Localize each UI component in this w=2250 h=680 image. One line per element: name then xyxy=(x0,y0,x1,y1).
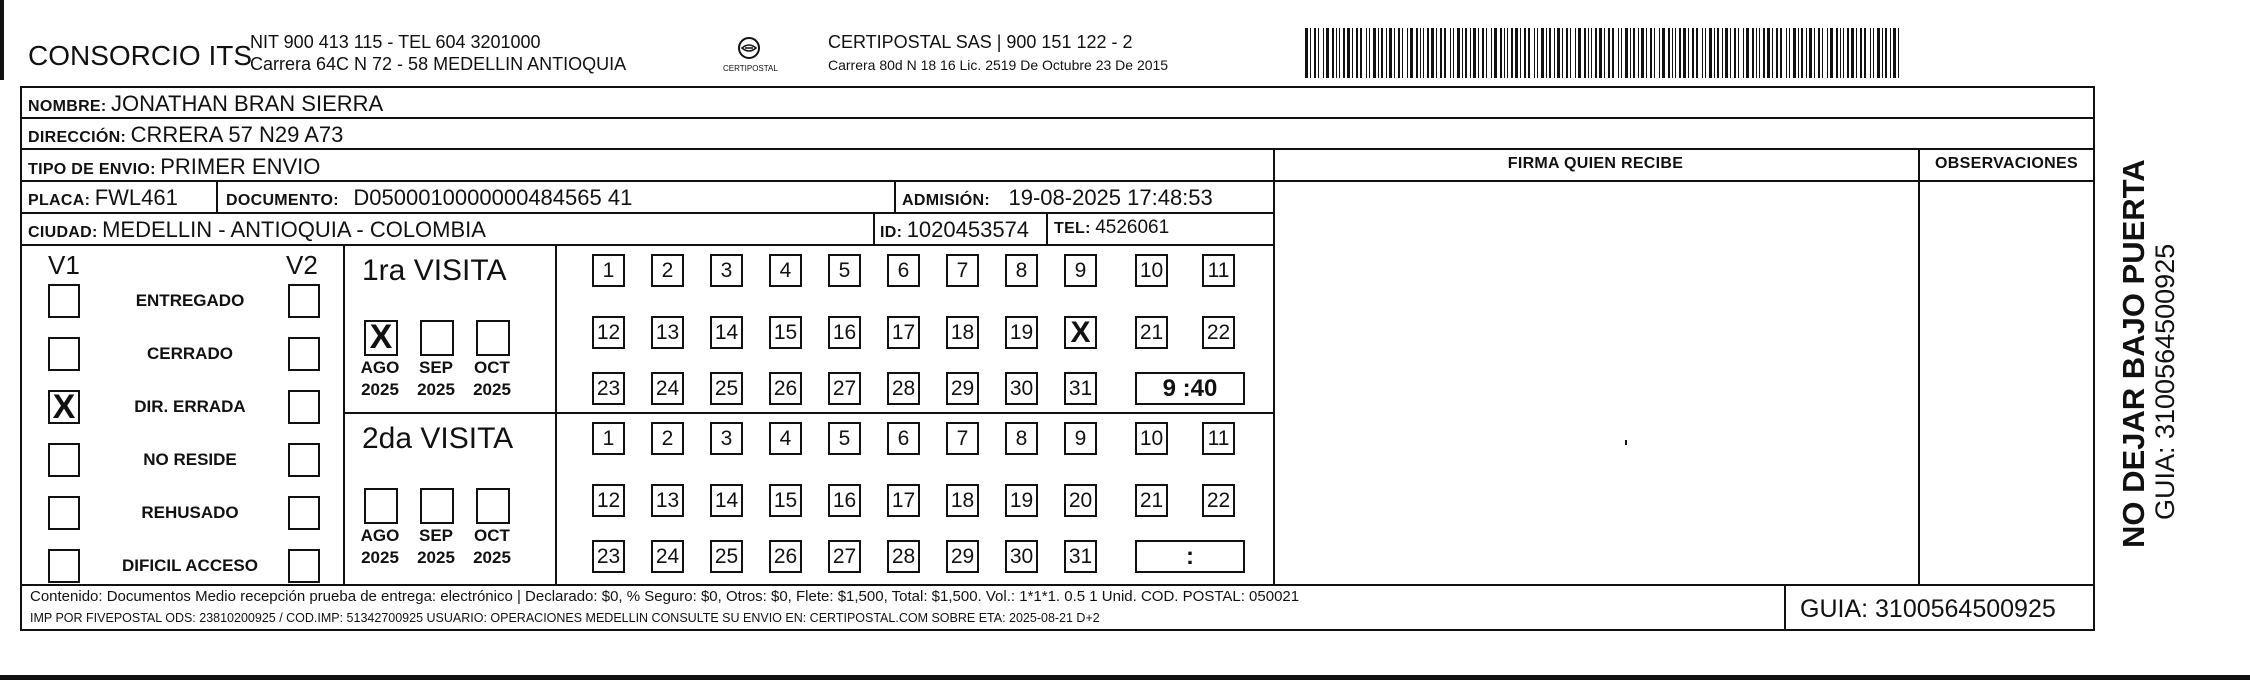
day-cell[interactable]: 30 xyxy=(1005,372,1038,405)
barcode-bar xyxy=(1373,28,1376,78)
day-cell[interactable]: 2 xyxy=(651,422,684,455)
v2-checkbox[interactable] xyxy=(288,496,320,530)
day-cell[interactable]: 20 xyxy=(1064,484,1097,517)
tel-label: TEL: xyxy=(1054,220,1091,237)
barcode-bar xyxy=(1756,28,1757,78)
barcode-bar xyxy=(1877,28,1880,78)
footer-line2: IMP POR FIVEPOSTAL ODS: 23810200925 / COD.IMP: 51342700925 USUARIO: OPERACIONES MEDELLIN CONSULTE SU ENVIO EN: CERTIPOSTAL.COM SOBRE ETA: 2025-08-21 D+2 xyxy=(30,611,1100,625)
barcode-bar xyxy=(1423,28,1424,78)
barcode-bar xyxy=(1752,28,1754,78)
company-name: CONSORCIO ITS xyxy=(28,40,253,71)
certipostal-logo xyxy=(723,32,778,80)
barcode-bar xyxy=(1625,28,1628,78)
no-dejar-text: NO DEJAR BAJO PUERTA xyxy=(2116,159,2151,548)
day-cell[interactable]: X xyxy=(1064,316,1097,349)
day-cell[interactable]: 22 xyxy=(1202,484,1235,517)
day-cell[interactable]: 17 xyxy=(887,484,920,517)
day-cell[interactable]: 29 xyxy=(946,540,979,573)
barcode-bar xyxy=(1305,28,1308,78)
barcode-bar xyxy=(1360,28,1362,78)
barcode-bar xyxy=(1557,28,1560,78)
barcode-bar xyxy=(1541,28,1544,78)
month-name: OCT xyxy=(474,526,510,545)
day-cell[interactable]: 11 xyxy=(1202,422,1235,455)
barcode-bar xyxy=(1524,28,1526,78)
day-cell[interactable]: 4 xyxy=(769,254,802,287)
day-cell[interactable]: 4 xyxy=(769,422,802,455)
visit-title: 1ra VISITA xyxy=(362,254,507,287)
barcode-bar xyxy=(1759,28,1760,78)
v2-checkbox[interactable] xyxy=(288,284,320,318)
signature-area[interactable] xyxy=(1275,182,1916,582)
barcode-bar xyxy=(1692,28,1694,78)
day-cell[interactable]: 28 xyxy=(887,372,920,405)
barcode-bar xyxy=(1818,28,1820,78)
v1-label: V1 xyxy=(48,250,80,280)
barcode-bar xyxy=(1339,28,1340,78)
v1-checkbox[interactable] xyxy=(48,390,80,424)
month-checkbox[interactable] xyxy=(364,320,398,356)
id-label: ID: xyxy=(880,224,903,241)
barcode-bar xyxy=(1638,28,1639,78)
day-cell[interactable]: 26 xyxy=(769,372,802,405)
barcode-bar xyxy=(1457,28,1460,78)
barcode-bar xyxy=(1843,28,1844,78)
barcode-bar xyxy=(1738,28,1739,78)
day-cell[interactable]: 21 xyxy=(1135,316,1168,349)
barcode-bar xyxy=(1725,28,1728,78)
month-checkbox[interactable] xyxy=(420,320,454,356)
v1-checkbox[interactable] xyxy=(48,496,80,530)
day-cell[interactable]: 24 xyxy=(651,540,684,573)
barcode-bar xyxy=(1453,28,1454,78)
barcode-bar xyxy=(1366,28,1367,78)
barcode-bar xyxy=(1462,28,1463,78)
barcode-bar xyxy=(1431,28,1434,78)
barcode-bar xyxy=(1836,28,1838,78)
barcode-bar xyxy=(1507,28,1508,78)
day-cell[interactable]: 31 xyxy=(1064,372,1097,405)
barcode-bar xyxy=(1814,28,1815,78)
barcode-bar xyxy=(1604,28,1605,78)
barcode-bar xyxy=(1410,28,1413,78)
barcode xyxy=(1305,0,1905,80)
barcode-bar xyxy=(1633,28,1635,78)
day-cell[interactable]: 7 xyxy=(946,422,979,455)
barcode-bar xyxy=(1641,28,1644,78)
barcode-bar xyxy=(1722,28,1723,78)
barcode-bar xyxy=(1730,28,1731,78)
nombre-value: JONATHAN BRAN SIERRA xyxy=(111,91,384,116)
barcode-bar xyxy=(1847,28,1849,78)
v1-checkbox[interactable] xyxy=(48,549,80,583)
signature-dot xyxy=(1625,440,1627,445)
day-cell[interactable]: 31 xyxy=(1064,540,1097,573)
barcode-bar xyxy=(1356,28,1358,78)
barcode-bar xyxy=(1786,28,1787,78)
barcode-bar xyxy=(1612,28,1614,78)
day-cell[interactable]: 27 xyxy=(828,540,861,573)
admision-value: 19-08-2025 17:48:53 xyxy=(1008,185,1213,210)
day-cell[interactable]: 13 xyxy=(651,484,684,517)
month-name: SEP xyxy=(418,358,454,377)
barcode-bar xyxy=(1486,28,1487,78)
day-cell[interactable]: 12 xyxy=(592,484,625,517)
footer-line1: Contenido: Documentos Medio recepción prueba de entrega: electrónico | Declarado: $0, % Seguro: $0, Otros: $0, Flete: $1,500, Total: $1,500. Vol.: 1*1*1. 0.5 1 Unid. COD. POSTAL: 050021 xyxy=(30,588,1300,605)
barcode-bar xyxy=(1394,28,1395,78)
day-cell[interactable]: 18 xyxy=(946,484,979,517)
v1-checkbox[interactable] xyxy=(48,337,80,371)
barcode-bar xyxy=(1662,28,1665,78)
status-label: CERRADO xyxy=(147,344,233,363)
time-field[interactable]: 9 :40 xyxy=(1135,372,1245,405)
observaciones-area[interactable] xyxy=(1920,182,2093,582)
direccion-label: DIRECCIÓN: xyxy=(28,129,127,146)
day-cell[interactable]: 23 xyxy=(592,372,625,405)
barcode-bar xyxy=(1528,28,1530,78)
ciudad-value: MEDELLIN - ANTIOQUIA - COLOMBIA xyxy=(102,217,486,242)
barcode-bar xyxy=(1407,28,1408,78)
barcode-bar xyxy=(1440,28,1442,78)
barcode-bar xyxy=(1478,28,1479,78)
v2-checkbox[interactable] xyxy=(288,337,320,371)
day-cell[interactable]: 16 xyxy=(828,484,861,517)
barcode-bar xyxy=(1578,28,1581,78)
day-cell[interactable]: 19 xyxy=(1005,316,1038,349)
barcode-bar xyxy=(1420,28,1421,78)
nombre-label: NOMBRE: xyxy=(28,98,107,115)
day-cell[interactable]: 5 xyxy=(828,422,861,455)
barcode-bar xyxy=(1822,28,1823,78)
barcode-bar xyxy=(1767,28,1770,78)
barcode-bar xyxy=(1332,28,1334,78)
day-cell[interactable]: 16 xyxy=(828,316,861,349)
barcode-bar xyxy=(1809,28,1812,78)
status-label: DIR. ERRADA xyxy=(134,397,246,416)
barcode-bar xyxy=(1386,28,1387,78)
status-label: REHUSADO xyxy=(141,503,239,522)
month-name: AGO xyxy=(360,526,400,545)
barcode-bar xyxy=(1709,28,1712,78)
time-field[interactable]: : xyxy=(1135,540,1245,573)
month-name: AGO xyxy=(360,358,400,377)
guia-number: GUIA: 3100564500925 xyxy=(1800,595,2056,623)
barcode-bar xyxy=(1591,28,1592,78)
company-nit: NIT 900 413 115 - TEL 604 3201000 xyxy=(250,32,541,52)
barcode-bar xyxy=(1378,28,1379,78)
side-guia: GUIA: 3100564500925 xyxy=(2150,243,2180,520)
barcode-bar xyxy=(1470,28,1471,78)
barcode-bar xyxy=(1830,28,1833,78)
barcode-bar xyxy=(1675,28,1676,78)
barcode-bar xyxy=(1534,28,1535,78)
documento-value: D0500010000000484565 41 xyxy=(353,185,633,210)
barcode-bar xyxy=(1511,28,1513,78)
barcode-bar xyxy=(1717,28,1719,78)
observaciones-header: OBSERVACIONES xyxy=(1935,155,2078,172)
day-cell[interactable]: 8 xyxy=(1005,254,1038,287)
v2-checkbox[interactable] xyxy=(288,549,320,583)
month-checkbox[interactable] xyxy=(476,488,510,524)
month-year: 2025 xyxy=(473,380,511,399)
barcode-bar xyxy=(1890,28,1891,78)
barcode-bar xyxy=(1780,28,1782,78)
day-cell[interactable]: 15 xyxy=(769,316,802,349)
day-cell[interactable]: 12 xyxy=(592,316,625,349)
barcode-bar xyxy=(1546,28,1547,78)
day-cell[interactable]: 10 xyxy=(1135,254,1168,287)
day-cell[interactable]: 25 xyxy=(710,372,743,405)
day-cell[interactable]: 15 xyxy=(769,484,802,517)
barcode-bar xyxy=(1343,28,1345,78)
barcode-bar xyxy=(1444,28,1446,78)
barcode-bar xyxy=(1763,28,1765,78)
logo-text: CERTIPOSTAL xyxy=(723,64,778,73)
barcode-bar xyxy=(1398,28,1400,78)
barcode-bar xyxy=(1801,28,1803,78)
barcode-bar xyxy=(1646,28,1647,78)
barcode-bar xyxy=(1599,28,1602,78)
visit-title: 2da VISITA xyxy=(362,422,514,455)
barcode-bar xyxy=(1473,28,1476,78)
day-cell[interactable]: 9 xyxy=(1064,422,1097,455)
barcode-bar xyxy=(1650,28,1652,78)
day-cell[interactable]: 17 xyxy=(887,316,920,349)
barcode-bar xyxy=(1714,28,1715,78)
day-cell[interactable]: 30 xyxy=(1005,540,1038,573)
barcode-bar xyxy=(1427,28,1429,78)
tipo-envio-label: TIPO DE ENVIO: xyxy=(28,161,156,178)
day-cell[interactable]: 1 xyxy=(592,254,625,287)
barcode-bar xyxy=(1318,28,1319,78)
barcode-bar xyxy=(1840,28,1841,78)
month-year: 2025 xyxy=(473,548,511,567)
barcode-bar xyxy=(1570,28,1571,78)
barcode-bar xyxy=(1369,28,1370,78)
barcode-bar xyxy=(1898,28,1899,78)
barcode-bar xyxy=(1352,28,1353,78)
barcode-bar xyxy=(1734,28,1736,78)
tipo-envio-value: PRIMER ENVIO xyxy=(160,154,321,179)
day-cell[interactable]: 7 xyxy=(946,254,979,287)
check-mark: X xyxy=(369,318,393,356)
barcode-bar xyxy=(1336,28,1337,78)
month-checkbox[interactable] xyxy=(476,320,510,356)
barcode-bar xyxy=(1584,28,1586,78)
barcode-bar xyxy=(1310,28,1311,78)
v2-checkbox[interactable] xyxy=(288,443,320,477)
day-cell[interactable]: 22 xyxy=(1202,316,1235,349)
day-cell[interactable]: 14 xyxy=(710,484,743,517)
day-cell[interactable]: 3 xyxy=(710,254,743,287)
barcode-bar xyxy=(1554,28,1555,78)
edge-mark xyxy=(0,0,4,80)
day-cell[interactable]: 25 xyxy=(710,540,743,573)
barcode-bar xyxy=(1882,28,1883,78)
barcode-bar xyxy=(1630,28,1631,78)
month-year: 2025 xyxy=(361,548,399,567)
barcode-bar xyxy=(1549,28,1551,78)
day-cell[interactable]: 23 xyxy=(592,540,625,573)
month-checkbox[interactable] xyxy=(420,488,454,524)
check-mark: X xyxy=(52,388,76,426)
tel-value: 4526061 xyxy=(1095,217,1170,238)
barcode-bar xyxy=(1575,28,1576,78)
day-cell[interactable]: 13 xyxy=(651,316,684,349)
barcode-bar xyxy=(1436,28,1437,78)
barcode-bar xyxy=(1314,28,1316,78)
month-year: 2025 xyxy=(417,380,455,399)
day-cell[interactable]: 10 xyxy=(1135,422,1168,455)
barcode-bar xyxy=(1450,28,1451,78)
documento-label: DOCUMENTO: xyxy=(226,192,339,209)
barcode-bar xyxy=(1851,28,1854,78)
v1-checkbox[interactable] xyxy=(48,284,80,318)
id-value: 1020453574 xyxy=(906,217,1030,242)
barcode-bar xyxy=(1893,28,1896,78)
barcode-bar xyxy=(1491,28,1492,78)
day-cell[interactable]: 6 xyxy=(887,254,920,287)
barcode-bar xyxy=(1654,28,1655,78)
barcode-bar xyxy=(1504,28,1505,78)
day-cell[interactable]: 5 xyxy=(828,254,861,287)
v2-label: V2 xyxy=(286,250,318,280)
day-cell[interactable]: 8 xyxy=(1005,422,1038,455)
barcode-bar xyxy=(1776,28,1778,78)
barcode-bar xyxy=(1743,28,1744,78)
day-cell[interactable]: 19 xyxy=(1005,484,1038,517)
day-cell[interactable]: 29 xyxy=(946,372,979,405)
v2-checkbox[interactable] xyxy=(288,390,320,424)
day-cell[interactable]: 1 xyxy=(592,422,625,455)
placa-label: PLACA: xyxy=(28,192,91,209)
day-cell[interactable]: 18 xyxy=(946,316,979,349)
day-cell[interactable]: 14 xyxy=(710,316,743,349)
barcode-bar xyxy=(1705,28,1706,78)
day-cell[interactable]: 6 xyxy=(887,422,920,455)
day-cell[interactable]: 27 xyxy=(828,372,861,405)
placa-value: FWL461 xyxy=(94,185,178,210)
company-address: Carrera 64C N 72 - 58 MEDELLIN ANTIOQUIA xyxy=(250,54,627,74)
month-year: 2025 xyxy=(417,548,455,567)
barcode-bar xyxy=(1402,28,1403,78)
barcode-bar xyxy=(1772,28,1773,78)
barcode-bar xyxy=(1595,28,1597,78)
barcode-bar xyxy=(1789,28,1790,78)
barcode-bar xyxy=(1668,28,1670,78)
direccion-value: CRRERA 57 N29 A73 xyxy=(130,122,344,147)
barcode-bar xyxy=(1870,28,1871,78)
barcode-bar xyxy=(1793,28,1796,78)
day-cell[interactable]: 11 xyxy=(1202,254,1235,287)
day-cell[interactable]: 9 xyxy=(1064,254,1097,287)
v1-checkbox[interactable] xyxy=(48,443,80,477)
barcode-bar xyxy=(1672,28,1673,78)
barcode-bar xyxy=(1465,28,1467,78)
barcode-bar xyxy=(1537,28,1538,78)
barcode-bar xyxy=(1347,28,1350,78)
barcode-bar xyxy=(1696,28,1698,78)
day-cell[interactable]: 28 xyxy=(887,540,920,573)
barcode-bar xyxy=(1494,28,1497,78)
barcode-bar xyxy=(1618,28,1619,78)
barcode-bar xyxy=(1683,28,1686,78)
barcode-bar xyxy=(1588,28,1589,78)
day-cell[interactable]: 26 xyxy=(769,540,802,573)
barcode-bar xyxy=(1659,28,1660,78)
day-cell[interactable]: 3 xyxy=(710,422,743,455)
barcode-bar xyxy=(1688,28,1689,78)
barcode-bar xyxy=(1381,28,1383,78)
month-name: OCT xyxy=(474,358,510,377)
barcode-bar xyxy=(1702,28,1703,78)
barcode-bar xyxy=(1326,28,1329,78)
month-year: 2025 xyxy=(361,380,399,399)
barcode-bar xyxy=(1389,28,1392,78)
status-label: DIFICIL ACCESO xyxy=(121,556,258,575)
status-label: ENTREGADO xyxy=(135,291,245,310)
barcode-bar xyxy=(1856,28,1857,78)
barcode-bar xyxy=(1827,28,1828,78)
barcode-bar xyxy=(1679,28,1681,78)
barcode-bar xyxy=(1746,28,1749,78)
certipostal-line1: CERTIPOSTAL SAS | 900 151 122 - 2 xyxy=(828,32,1133,52)
month-checkbox[interactable] xyxy=(364,488,398,524)
barcode-bar xyxy=(1482,28,1484,78)
barcode-bar xyxy=(1515,28,1518,78)
day-cell[interactable]: 2 xyxy=(651,254,684,287)
status-label: NO RESIDE xyxy=(143,450,237,469)
ciudad-label: CIUDAD: xyxy=(28,224,98,241)
barcode-bar xyxy=(1864,28,1866,78)
barcode-bar xyxy=(1885,28,1887,78)
admision-label: ADMISIÓN: xyxy=(902,192,991,209)
certipostal-line2: Carrera 80d N 18 16 Lic. 2519 De Octubre 23 De 2015 xyxy=(828,57,1169,73)
barcode-bar xyxy=(1562,28,1563,78)
barcode-bar xyxy=(1621,28,1622,78)
barcode-bar xyxy=(1566,28,1568,78)
barcode-bar xyxy=(1323,28,1324,78)
month-name: SEP xyxy=(418,526,454,545)
barcode-bar xyxy=(1860,28,1862,78)
day-cell[interactable]: 21 xyxy=(1135,484,1168,517)
barcode-bar xyxy=(1520,28,1521,78)
barcode-bar xyxy=(1798,28,1799,78)
firma-header: FIRMA QUIEN RECIBE xyxy=(1507,155,1684,172)
bottom-border xyxy=(0,675,2250,680)
barcode-bar xyxy=(1608,28,1610,78)
barcode-bar xyxy=(1416,28,1418,78)
barcode-bar xyxy=(1873,28,1874,78)
day-cell[interactable]: 24 xyxy=(651,372,684,405)
barcode-bar xyxy=(1806,28,1807,78)
barcode-bar xyxy=(1500,28,1502,78)
